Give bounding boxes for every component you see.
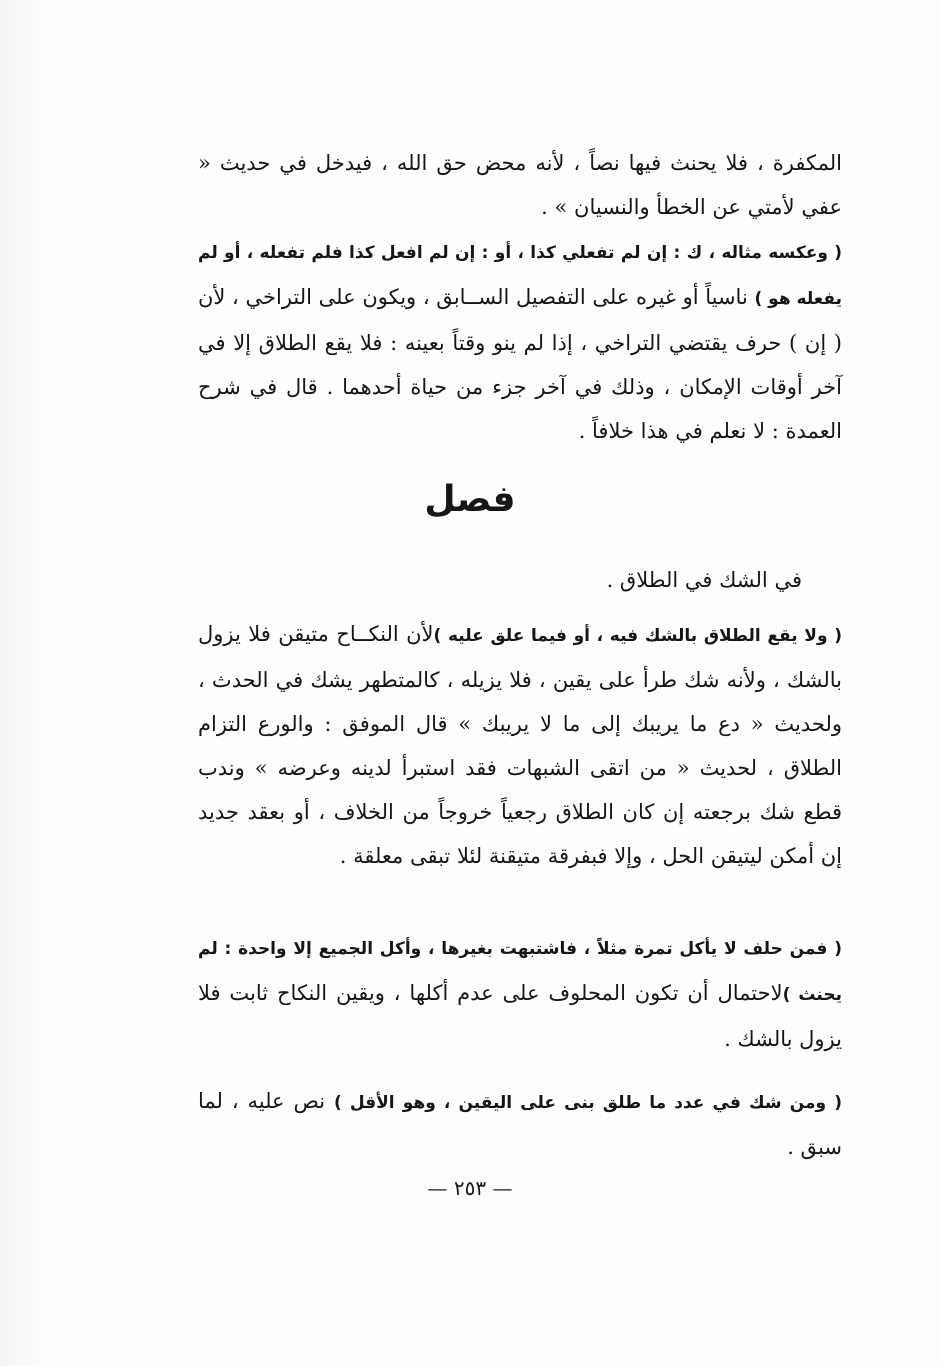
paragraph-2: [198, 229, 842, 453]
paragraph-continuation: [198, 141, 842, 229]
section-heading: فصل: [424, 479, 516, 520]
paragraph-3: في الشك في الطلاق .: [606, 568, 802, 592]
paragraph-condition-reverse: [198, 229, 842, 453]
paragraph-4: [198, 612, 842, 878]
sharh-text: لأن النكــاح متيقن فلا يزول بالشك ، ولأنه شك طرأ على يقين ، فلا يزيله ، كالمتطهر يشك في الحدث ، ولحديث « دع ما يريبك إلى ما لا يريبك » قال الموفق : والورع التزام الطلاق ، لحديث « من اتقى الشبهات فقد استبرأ لدينه وعرضه » وندب قطع شك برجعته إن كان الطلاق رجعياً خروجاً من الخلاف ، أو بعقد جديد إن أمكن ليتيقن الحل ، وإلا فبفرقة متيقنة لئلا تبقى معلقة .: [198, 622, 842, 868]
matn-text: ( ولا يقع الطلاق بالشك فيه ، أو فيما علق عليه ): [433, 626, 842, 646]
paragraph-doubt: [198, 612, 842, 878]
paragraph-date-oath: [198, 925, 842, 1061]
sharh-text: نص عليه ، لما سبق .: [198, 1089, 842, 1159]
matn-text: ( ومن شك في عدد ما طلق بنى على اليقين ، وهو الأقل ): [333, 1093, 842, 1113]
sharh-text: لاحتمال أن تكون المحلوف على عدم أكلها ، ويقين النكاح ثابت فلا يزول بالشك .: [198, 981, 842, 1051]
paragraph-5: [198, 925, 842, 1061]
sharh-text: ناسياً أو غيره على التفصيل الســابق ، ويكون على التراخي ، لأن ( إن ) حرف يقتضي التراخي ، إذا لم ينو وقتاً بعينه : فلا يقع الطلاق إلا في آخر أوقات الإمكان ، وذلك في آخر جزء من حياة أحدهما . قال في شرح العمدة : لا نعلم في هذا خلافاً .: [197, 285, 842, 443]
matn-text: ( فمن حلف لا يأكل تمرة مثلاً ، فاشتبهت بغيرها ، وأكل الجميع إلا واحدة : لم يحنث ): [198, 939, 843, 1005]
paragraph-count-doubt: [198, 1079, 842, 1169]
section-subtitle: [198, 558, 842, 602]
paragraph-6: [198, 1079, 842, 1169]
page-number: — ٢٥٣ —: [427, 1176, 513, 1200]
paragraph-1: المكفرة ، فلا يحنث فيها نصاً ، لأنه محض حق الله ، فيدخل في حديث « عفي لأمتي عن الخطأ والنسيان » .: [198, 151, 842, 219]
matn-text: ( وعكسه مثاله ، ك : إن لم تفعلي كذا ، أو : إن لم افعل كذا فلم تفعله ، أو لم يفعله هو ): [198, 243, 842, 309]
